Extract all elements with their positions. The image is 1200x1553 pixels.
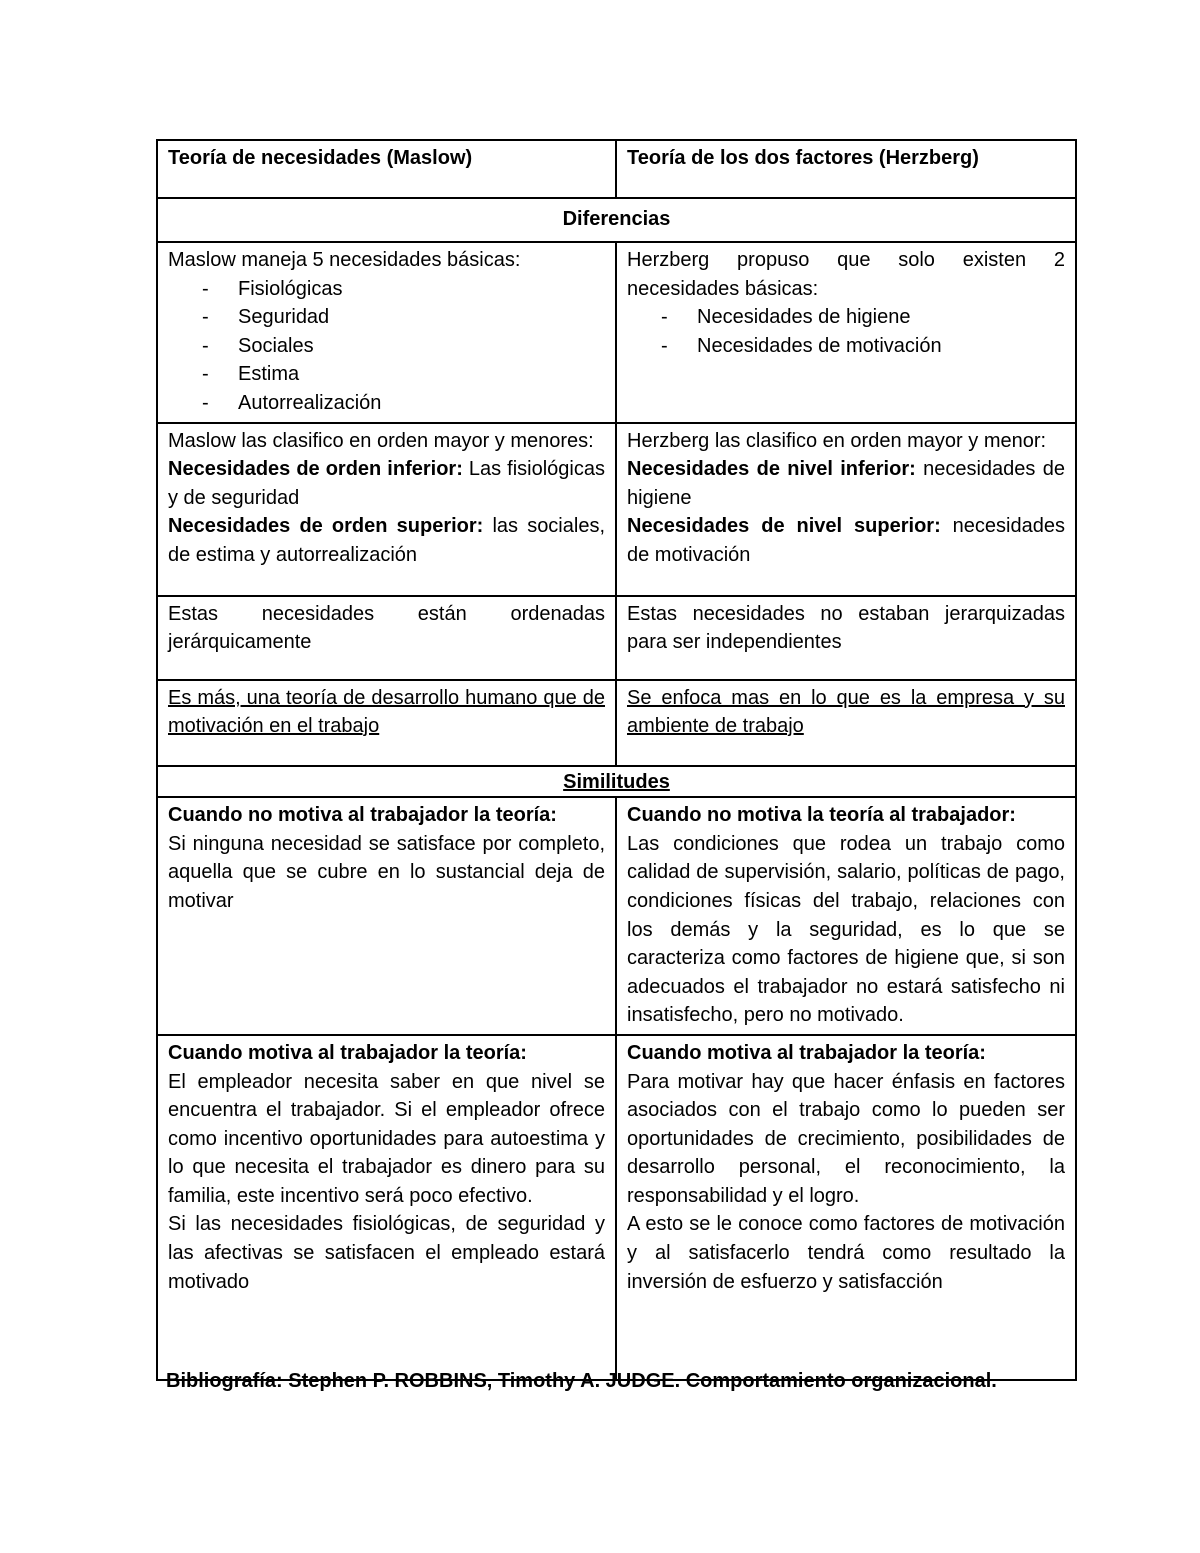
section-title-similarities: Similitudes <box>157 766 1076 798</box>
sim-motivating-maslow-text-1: El empleador necesita saber en que nivel se encuentra el trabajador. Si el empleador ofrece como incentivo oportunidades para autoestima y lo que necesita el trabajador es dinero para su familia, este incentivo será poco efectivo. <box>168 1070 605 1207</box>
header-maslow: Teoría de necesidades (Maslow) <box>157 140 616 198</box>
maslow-lower-order <box>168 455 605 512</box>
maslow-higher-text: las sociales, de estima y autorrealización <box>168 515 606 566</box>
section-row-differences <box>157 198 1076 242</box>
list-item: - Estima <box>202 360 605 389</box>
sim-not-motivating-herzberg-text: Las condiciones que rodea un trabajo como calidad de supervisión, salario, políticas de pago, condiciones físicas del trabajo, relaciones con los demás y la seguridad, es lo que se caracteriza como factores de higiene que, si son adecuados el trabajador no estará satisfecho ni insatisfecho, pero no motivado. <box>627 832 1065 1027</box>
diff-classification-herzberg <box>616 423 1076 596</box>
herzberg-higher-text: necesidades de motivación <box>627 515 1065 566</box>
sim-not-motivating-maslow <box>157 797 616 1035</box>
herzberg-lower-text: necesidades de higiene <box>627 458 1066 509</box>
sim-not-motivating-herzberg-title: Cuando no motiva la teoría al trabajador: <box>627 804 1016 827</box>
sim-row-not-motivating <box>157 797 1076 1035</box>
list-item: - Seguridad <box>202 303 605 332</box>
herzberg-class-intro: Herzberg las clasifico en orden mayor y menor: <box>627 429 1047 452</box>
herzberg-higher-label: Necesidades de nivel superior: <box>627 515 941 538</box>
diff-row-classification <box>157 423 1076 596</box>
herzberg-needs-intro: Herzberg propuso que solo existen 2 necesidades básicas: <box>627 249 1065 300</box>
sim-motivating-maslow-title: Cuando motiva al trabajador la teoría: <box>168 1041 527 1064</box>
diff-row-focus <box>157 680 1076 766</box>
list-item: - Fisiológicas <box>202 275 605 304</box>
sim-motivating-herzberg <box>616 1035 1076 1380</box>
header-herzberg: Teoría de los dos factores (Herzberg) <box>616 140 1076 198</box>
bibliography: Bibliografía: Stephen P. ROBBINS, Timothy A. JUDGE. Comportamiento organizacional. <box>166 1370 997 1392</box>
sim-not-motivating-maslow-text: Si ninguna necesidad se satisface por completo, aquella que se cubre en lo sustancial deja de motivar <box>168 832 605 912</box>
diff-needs-herzberg <box>616 242 1076 423</box>
sim-motivating-herzberg-text-2: A esto se le conoce como factores de motivación y al satisfacerlo tendrá como resultado la inversión de esfuerzo y satisfacción <box>627 1213 1065 1293</box>
maslow-higher-order <box>168 512 605 569</box>
diff-focus-herzberg: Se enfoca mas en lo que es la empresa y su ambiente de trabajo <box>616 680 1076 766</box>
section-row-similarities <box>157 766 1076 798</box>
list-item: - Sociales <box>202 332 605 361</box>
herzberg-lower-level <box>627 455 1065 512</box>
herzberg-higher-level <box>627 512 1065 569</box>
sim-motivating-herzberg-text-1: Para motivar hay que hacer énfasis en factores asociados con el trabajo como lo pueden ser oportunidades de crecimiento, posibilidades de desarrollo personal, el reconocimiento, la responsabilidad y el logro. <box>627 1070 1065 1207</box>
sim-motivating-maslow <box>157 1035 616 1380</box>
maslow-lower-label: Necesidades de orden inferior: <box>168 458 463 481</box>
sim-motivating-herzberg-title: Cuando motiva al trabajador la teoría: <box>627 1041 986 1064</box>
diff-hierarchy-herzberg: Estas necesidades no estaban jerarquizadas para ser independientes <box>616 596 1076 680</box>
diff-row-needs <box>157 242 1076 423</box>
maslow-needs-list <box>168 275 605 418</box>
maslow-needs-intro: Maslow maneja 5 necesidades básicas: <box>168 249 521 271</box>
list-item: - Autorrealización <box>202 389 605 418</box>
comparison-table <box>156 139 1077 1381</box>
sim-motivating-maslow-text-2: Si las necesidades fisiológicas, de seguridad y las afectivas se satisfacen el empleado estará motivado <box>168 1213 605 1293</box>
list-item: - Necesidades de higiene <box>661 303 1065 332</box>
diff-needs-maslow <box>157 242 616 423</box>
maslow-class-intro: Maslow las clasifico en orden mayor y menores: <box>168 429 594 452</box>
diff-focus-maslow: Es más, una teoría de desarrollo humano que de motivación en el trabajo <box>157 680 616 766</box>
sim-row-motivating <box>157 1035 1076 1380</box>
header-row <box>157 140 1076 198</box>
herzberg-needs-list <box>627 303 1065 360</box>
diff-classification-maslow <box>157 423 616 596</box>
sim-not-motivating-herzberg <box>616 797 1076 1035</box>
list-item: - Necesidades de motivación <box>661 332 1065 361</box>
sim-not-motivating-maslow-title: Cuando no motiva al trabajador la teoría: <box>168 804 557 827</box>
maslow-higher-label: Necesidades de orden superior: <box>168 515 484 538</box>
diff-hierarchy-maslow: Estas necesidades están ordenadas jerárquicamente <box>157 596 616 680</box>
section-title-differences: Diferencias <box>157 198 1076 242</box>
herzberg-lower-label: Necesidades de nivel inferior: <box>627 458 916 481</box>
maslow-lower-text: Las fisiológicas y de seguridad <box>168 458 605 509</box>
diff-row-hierarchy <box>157 596 1076 680</box>
